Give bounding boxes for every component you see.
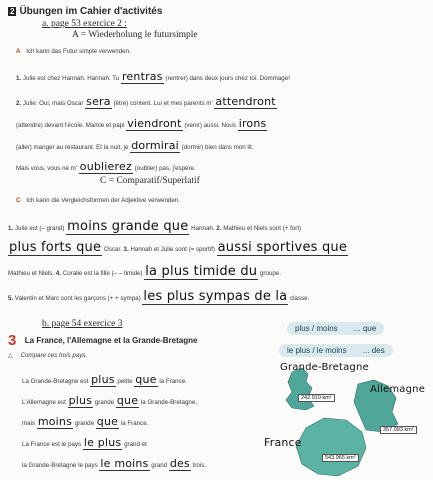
item-text: Hannah. — [191, 225, 215, 232]
comparatif-line-1 — [8, 219, 301, 234]
answer-field[interactable]: que — [135, 373, 157, 386]
answer-field[interactable]: dormirai — [131, 139, 179, 152]
item-number: 5. — [8, 295, 14, 302]
item-text: la Grande-Bretagne le pays — [22, 462, 98, 469]
instruction-text: Ich kann das Futur simple verwenden. — [26, 48, 131, 55]
pill-label: ... que — [353, 324, 377, 333]
item-number: 3. — [123, 246, 129, 253]
comparatif-line-2 — [8, 240, 348, 255]
exercise-item-1 — [16, 70, 290, 83]
hint-pill-superlative — [279, 344, 393, 357]
item-text: Oscar. — [103, 246, 122, 253]
page-title: Übungen im Cahier d'activités — [19, 6, 163, 17]
item-text: grand — [151, 462, 168, 469]
answer-field[interactable]: des — [169, 457, 190, 470]
item-text: la France. — [159, 378, 187, 385]
item-text: groupe. — [259, 270, 281, 277]
map-france — [296, 418, 366, 476]
answer-field[interactable]: le plus — [83, 436, 122, 449]
triangle-icon: △ — [8, 352, 13, 359]
item-text: (dormir) bien dans mon lit. — [181, 144, 254, 151]
item-text: grande — [74, 420, 95, 427]
item-text: (être) content. Lui et mes parents m' — [113, 100, 213, 107]
item-text: la Grande-Bretagne, — [140, 399, 198, 406]
item-text: Mathieu et Niels. — [8, 270, 55, 277]
compare-row-3 — [22, 415, 148, 428]
item-text: grand et — [124, 441, 147, 448]
area-badge-germany: 357.093 km² — [380, 426, 417, 434]
item-text: L'Allemagne est — [22, 399, 66, 406]
item-number: 4. — [55, 270, 61, 277]
item-text: (oublier) pas, j'espère. — [134, 165, 196, 172]
item-text: Mathieu et Niels sont (+ fort) — [223, 225, 302, 232]
item-text: Coralie est la fille (– – timide) — [62, 270, 143, 277]
header-number: 2 — [10, 7, 15, 16]
map-label-germany: Allemagne — [370, 384, 426, 395]
answer-field[interactable]: la plus timide du — [145, 264, 258, 279]
answer-field[interactable]: viendront — [127, 117, 182, 130]
instruction-c — [16, 197, 180, 204]
compare-row-4 — [22, 436, 147, 449]
answer-field[interactable]: le moins — [100, 457, 149, 470]
instruction-text: Compare ces trois pays. — [20, 352, 88, 359]
page-header — [8, 6, 162, 17]
item-text: (aller) manger au restaurant. Et la nuit, je — [16, 144, 129, 151]
section-a-subtitle: A = Wiederholung le futursimple — [72, 30, 198, 40]
compare-row-1 — [22, 373, 187, 386]
answer-field[interactable]: les plus sympas de la — [143, 289, 288, 304]
instruction-letter: C — [16, 197, 21, 204]
item-number: 2. — [16, 100, 22, 107]
area-badge-france: 543.965 km² — [322, 454, 359, 462]
item-text: (rentrer) dans deux jours chez toi. Dommage! — [165, 75, 290, 82]
pill-label: le plus / le moins — [287, 346, 347, 355]
exercise-3-instruction — [8, 352, 87, 359]
section-a-ref: a. page 53 exercice 2 : — [42, 19, 127, 29]
item-text: Julie est (– grand) — [14, 225, 65, 232]
item-text: Valentin et Marc sont les garçons (+ + sympa) — [14, 295, 141, 302]
instruction-letter: A — [16, 48, 21, 55]
item-text: (attendre) devant l'école. Mamie et papi — [16, 122, 125, 129]
exercise-item-2-line-3 — [16, 139, 254, 152]
item-text: Julie est chez Hannah. Hannah: Tu — [22, 75, 120, 82]
comparatif-line-4 — [8, 289, 309, 304]
exercise-title: La France, l'Allemagne et la Grande-Bretagne — [24, 336, 198, 345]
item-text: (venir) aussi. Nous — [184, 122, 236, 129]
exercise-item-2-line-1 — [16, 95, 277, 108]
exercise-3-header — [8, 332, 197, 350]
answer-field[interactable]: aussi sportives que — [217, 240, 348, 255]
item-number: 1. — [16, 75, 22, 82]
hint-pill-comparative — [287, 322, 384, 335]
exercise-number: 3 — [8, 332, 17, 349]
answer-field[interactable]: moins grande que — [67, 219, 189, 234]
answer-field[interactable]: que — [116, 394, 139, 407]
map-great-britain — [286, 368, 314, 410]
section-b-ref: b. page 54 exercice 3 — [42, 319, 123, 329]
answer-field[interactable]: plus forts que — [9, 240, 102, 255]
item-text: grande — [94, 399, 115, 406]
item-text: la France. — [120, 420, 149, 427]
answer-field[interactable]: sera — [86, 95, 111, 108]
item-number: 1. — [8, 225, 14, 232]
item-text: classe. — [290, 295, 310, 302]
item-text: La France est le pays — [22, 441, 82, 448]
area-badge-great-britain: 242.910 km² — [298, 394, 335, 402]
answer-field[interactable]: que — [96, 415, 119, 428]
answer-field[interactable]: plus — [91, 373, 115, 386]
item-text: Hannah et Julie sont (= sportif) — [130, 246, 215, 253]
pill-label: ... des — [362, 346, 385, 355]
item-text: petite — [117, 378, 133, 385]
item-text: trois. — [192, 462, 207, 469]
comparatif-line-3 — [8, 264, 281, 279]
answer-field[interactable]: rentras — [121, 70, 163, 83]
item-text: Mais vous, vous ne m' — [16, 165, 78, 172]
answer-field[interactable]: moins — [37, 415, 73, 428]
compare-row-5 — [22, 457, 206, 470]
answer-field[interactable]: irons — [238, 117, 267, 130]
instruction-text: Ich kann die Vergleichsformen der Adjektive verwenden. — [26, 197, 180, 204]
map-label-france: France — [264, 436, 302, 449]
item-number: 2. — [216, 225, 222, 232]
answer-field[interactable]: plus — [68, 394, 93, 407]
exercise-item-2-line-2 — [16, 117, 267, 130]
answer-field[interactable]: oublierez — [79, 160, 132, 173]
item-text: mais — [22, 420, 36, 427]
instruction-a — [16, 48, 131, 55]
item-text: La Grande-Bretagne est — [22, 378, 89, 385]
map-label-great-britain: Grande-Bretagne — [280, 362, 369, 373]
item-text: Julie: Oui, mais Oscar — [22, 100, 84, 107]
pill-label: plus / moins — [295, 324, 338, 333]
exercise-item-2-line-4 — [16, 160, 196, 173]
section-c-subtitle: C = Comparatif/Superlatif — [100, 176, 200, 186]
answer-field[interactable]: attendront — [215, 95, 276, 108]
compare-row-2 — [22, 394, 197, 407]
